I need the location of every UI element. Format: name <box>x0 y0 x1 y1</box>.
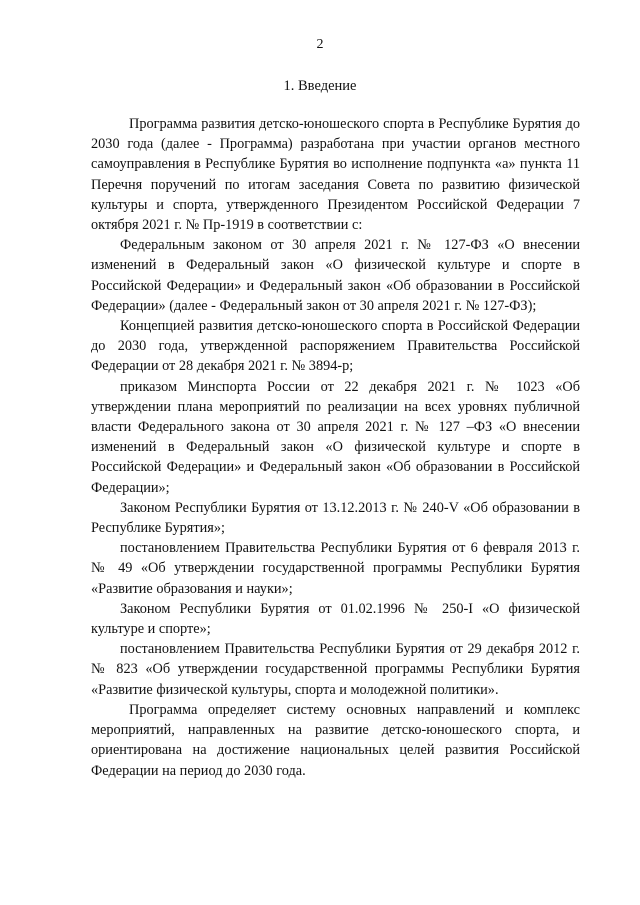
paragraph-program-goals: Программа определяет систему основных направлений и комплекс мероприятий, направленных на развитие детско-юношеского спорта, и ориентирована на достижение национальных целей развития Российской Федерации на период до 2030 года. <box>91 701 580 779</box>
paragraph-intro: Программа развития детско-юношеского спорта в Республике Бурятия до 2030 года (далее - Программа) разработана при участии органов местного самоуправления в Республике Бурятия во исполнение подпункта «а» пункта 11 Перечня поручений по итогам заседания Совета по развитию физической культуры и спорта, утвержденного Президентом Российской Федерации 7 октября 2021 г. № Пр-1919 в соответствии с: <box>91 116 580 234</box>
paragraph-resolution-823: постановлением Правительства Республики Бурятия от 29 декабря 2012 г. № 823 «Об утверждении государственной программы Республики Бурятия «Развитие физической культуры, спорта и молодежной политики». <box>91 641 580 698</box>
document-body <box>91 114 580 781</box>
paragraph-sport-law: Законом Республики Бурятия от 01.02.1996 № 250-I «О физической культуре и спорте»; <box>91 600 580 638</box>
paragraph-education-law: Законом Республики Бурятия от 13.12.2013 г. № 240-V «Об образовании в Республике Бурятия»; <box>91 499 580 537</box>
section-heading: 1. Введение <box>283 78 357 94</box>
paragraph-minsport-order: приказом Минспорта России от 22 декабря 2021 г. № 1023 «Об утверждении плана мероприятий по реализации на всех уровнях публичной власти Федерального закона от 30 апреля 2021 г. № 127 –ФЗ «О внесении изменений в Федеральный закон «О физической культуре и спорте в Российской Федерации» и Федеральный закон «Об образовании в Российской Федерации»; <box>91 378 580 496</box>
page-number: 2 <box>316 37 324 52</box>
paragraph-federal-law: Федеральным законом от 30 апреля 2021 г. № 127-ФЗ «О внесении изменений в Федеральный закон «О физической культуре и спорте в Российской Федерации» и Федеральный закон «Об образовании в Российской Федерации» (далее - Федеральный закон от 30 апреля 2021 г. № 127-ФЗ); <box>91 237 580 314</box>
paragraph-resolution-49: постановлением Правительства Республики Бурятия от 6 февраля 2013 г. № 49 «Об утверждении государственной программы Республики Бурятия «Развитие образования и науки»; <box>91 540 580 597</box>
paragraph-concept: Концепцией развития детско-юношеского спорта в Российской Федерации до 2030 года, утвержденной распоряжением Правительства Российской Федерации от 28 декабря 2021 г. № 3894-р; <box>91 318 580 375</box>
